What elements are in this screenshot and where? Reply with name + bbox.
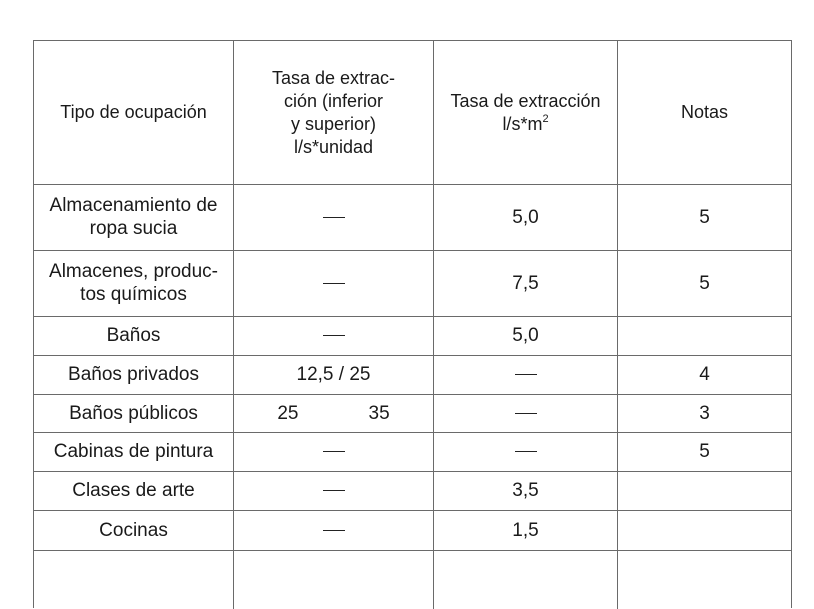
header-tasa-unidad — [234, 41, 434, 184]
cell-notas — [618, 471, 791, 510]
header-tasa-m2-superscript: 2 — [542, 112, 549, 125]
dash-mark — [323, 490, 345, 491]
dash-mark — [323, 217, 345, 218]
cell-notas — [618, 550, 791, 609]
table-row — [34, 355, 791, 395]
cell-tasa-m2 — [434, 355, 618, 394]
dash-mark — [323, 283, 345, 284]
cell-tipo: Cocinas — [34, 510, 234, 550]
cell-tipo-line: ropa sucia — [89, 218, 178, 239]
cell-tasa-unidad — [234, 510, 434, 550]
cell-notas — [618, 510, 791, 550]
dash-mark — [323, 451, 345, 452]
table-row — [34, 394, 791, 433]
dash-mark — [515, 451, 537, 452]
cell-tasa-m2: 5,0 — [434, 316, 618, 355]
cell-tipo — [34, 550, 234, 609]
header-tasa-m2 — [434, 41, 618, 184]
header-tasa-m2-unit: l/s*m — [502, 113, 543, 134]
dash-mark — [323, 335, 345, 336]
cell-notas: 5 — [699, 272, 710, 294]
header-tasa-m2-line1: Tasa de extracción — [450, 90, 601, 111]
cell-tasa-unidad: 12,5 / 25 — [234, 355, 434, 394]
cell-tipo-line: Almacenes, produc- — [49, 261, 218, 282]
cell-tasa-m2 — [434, 432, 618, 471]
cell-tasa-m2: 1,5 — [434, 510, 618, 550]
header-tasa-m2-line2 — [450, 113, 600, 136]
table-row — [34, 184, 791, 251]
cell-tasa-unidad — [234, 394, 434, 432]
cell-tasa-m2 — [434, 394, 618, 432]
cell-notas: 3 — [699, 402, 710, 424]
header-tipo-ocupacion: Tipo de ocupación — [34, 41, 234, 184]
table-row — [34, 471, 791, 511]
cell-tipo: Baños públicos — [34, 394, 234, 432]
cell-tasa-m2: 7,5 — [434, 250, 618, 316]
cell-tasa-m2: 5,0 — [434, 184, 618, 250]
table-row — [34, 316, 791, 356]
cell-tipo: Baños — [34, 316, 234, 355]
cell-tasa-unidad — [234, 316, 434, 355]
cell-notas: 4 — [699, 364, 710, 385]
cell-notas: 5 — [699, 441, 710, 462]
header-tasa-unidad-line: l/s*unidad — [293, 136, 374, 157]
table-row — [34, 510, 791, 551]
cell-tasa-unidad — [234, 471, 434, 510]
cell-tipo — [34, 184, 234, 250]
cell-tasa-superior: 35 — [368, 402, 390, 424]
table-row-partial — [34, 550, 791, 609]
cell-tasa-unidad — [234, 184, 434, 250]
extraction-rate-table — [33, 40, 792, 608]
header-notas: Notas — [680, 102, 729, 122]
dash-mark — [515, 413, 537, 414]
header-tasa-unidad-line: y superior) — [290, 113, 377, 134]
cell-tipo: Clases de arte — [34, 471, 234, 510]
cell-tipo — [34, 250, 234, 316]
cell-tasa-m2 — [434, 550, 618, 609]
dash-mark — [515, 374, 537, 375]
cell-tasa-inferior: 25 — [277, 402, 299, 424]
cell-tasa-m2: 3,5 — [434, 471, 618, 510]
cell-tipo-line: tos químicos — [80, 284, 187, 305]
table-header-row — [34, 41, 791, 185]
table-row — [34, 250, 791, 317]
cell-notas: 5 — [699, 206, 710, 228]
cell-notas — [618, 316, 791, 355]
cell-tipo: Baños privados — [34, 355, 234, 394]
dash-mark — [323, 530, 345, 531]
cell-tasa-unidad — [234, 250, 434, 316]
cell-tasa-unidad — [234, 432, 434, 471]
cell-tipo: Cabinas de pintura — [34, 432, 234, 471]
cell-tipo-line: Almacenamiento de — [49, 195, 218, 216]
table-row — [34, 432, 791, 472]
cell-tasa-unidad — [234, 550, 434, 609]
header-tasa-unidad-line: Tasa de extrac- — [271, 67, 396, 88]
header-tasa-unidad-line: ción (inferior — [283, 90, 384, 111]
